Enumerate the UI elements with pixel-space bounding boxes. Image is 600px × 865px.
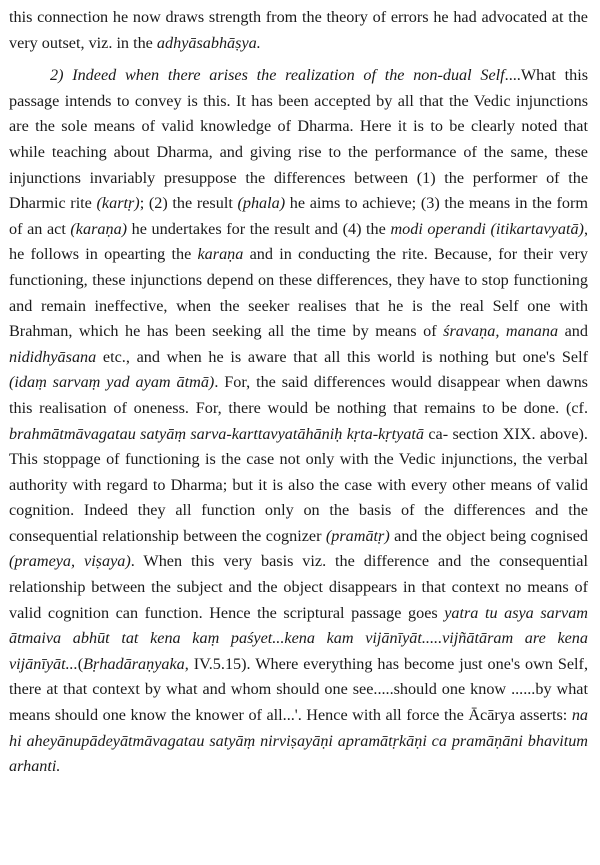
paragraph <box>9 5 588 56</box>
text-run: . When this very basis viz. the difference and the consequential relationship between the subject and the object disappears in that context no means of valid cognition can function. Hence the scriptural passage goes <box>9 552 588 622</box>
text-run: this connection he now draws strength from the theory of errors he had advocated at the very outset, viz. in the <box>9 8 588 52</box>
text-run: ....What this passage intends to convey is this. It has been accepted by all that the Vedic injunctions are the sole means of valid knowledge of Dharma. Here it is to be clearly noted that while teaching about Dharma, and giving rise to the performance of the same, these injunctions invariably presuppose the differences between (1) the performer of the Dharmic rite <box>9 66 588 213</box>
italic-text-run: (phala) <box>237 194 286 213</box>
italic-text-run: modi operandi <box>390 219 486 238</box>
italic-text-run: Bṛhadāraṇyaka <box>83 654 185 673</box>
italic-text-run: 2) Indeed when there arises the realization of the non-dual Self <box>50 66 505 85</box>
text-run: , IV.5.15). Where everything has become just one's own Self, there at that context by what and whom should one see.....should one know ......by what means should one know the knower of all...'. Hence with all force the Ācārya asserts: <box>9 654 588 725</box>
text-run: ca- section XIX. above). This stoppage of functioning is the case not only with the Vedic injunctions, the verbal authority with regard to Dharma; but it is also the case with every other means of valid cognition. Indeed they all function only on the basis of the differences and the consequential relationship between the cognizer <box>9 424 588 545</box>
text-run: ( <box>77 654 84 673</box>
italic-text-run: yatra tu asya sarvam ātmaiva abhūt tat kena kaṃ paśyet...kena kam vijānīyāt.....vijñātāram are kena vijānīyāt... <box>9 603 588 673</box>
italic-text-run: (karaṇa) <box>70 219 128 238</box>
italic-text-run: na hi aheyānupādeyātmāvagatau satyāṃ nirviṣayāṇi apramātṛkāṇi ca pramāṇāni bhavitum arhanti. <box>9 706 588 776</box>
paragraph <box>9 63 588 780</box>
italic-text-run: (itikartavyatā) <box>490 219 584 238</box>
italic-text-run: karaṇa <box>197 245 244 264</box>
italic-text-run: śravaṇa, manana <box>443 322 559 341</box>
italic-text-run: brahmātmāvagatau satyāṃ sarva-karttavyatāhāniḥ kṛta-kṛtyatā <box>9 424 425 443</box>
italic-text-run: (idaṃ sarvaṃ yad ayam ātmā) <box>9 373 215 392</box>
text-run: and <box>558 322 588 341</box>
italic-text-run: nididhyāsana <box>9 347 97 366</box>
text-run: . For, the said differences would disappear when dawns this realisation of oneness. For, there would be nothing that remains to be done. (cf. <box>9 373 588 417</box>
text-run: and in conducting the rite. Because, for their very functioning, these injunctions depend on these differences, they have to stop functioning and remain ineffective, when the seeker realises that he is the real Self one with Brahman, which he has been seeking all the time by means of <box>9 245 588 341</box>
italic-text-run: adhyāsabhāṣya. <box>156 33 261 52</box>
text-run: he aims to achieve; (3) the means in the form of an act <box>9 194 589 238</box>
text-run: etc., and when he is aware that all this world is nothing but one's Self <box>96 347 588 366</box>
text-run: he undertakes for the result and (4) the <box>127 219 391 238</box>
text-run: , he follows in opearting the <box>9 219 588 264</box>
italic-text-run: (kartṛ) <box>96 194 140 213</box>
text-run: and the object being cognised <box>389 526 588 545</box>
italic-text-run: (pramātṛ) <box>325 526 390 545</box>
body-text <box>9 5 588 780</box>
text-run: ; (2) the result <box>139 194 238 213</box>
italic-text-run: (prameya, viṣaya) <box>9 552 131 571</box>
